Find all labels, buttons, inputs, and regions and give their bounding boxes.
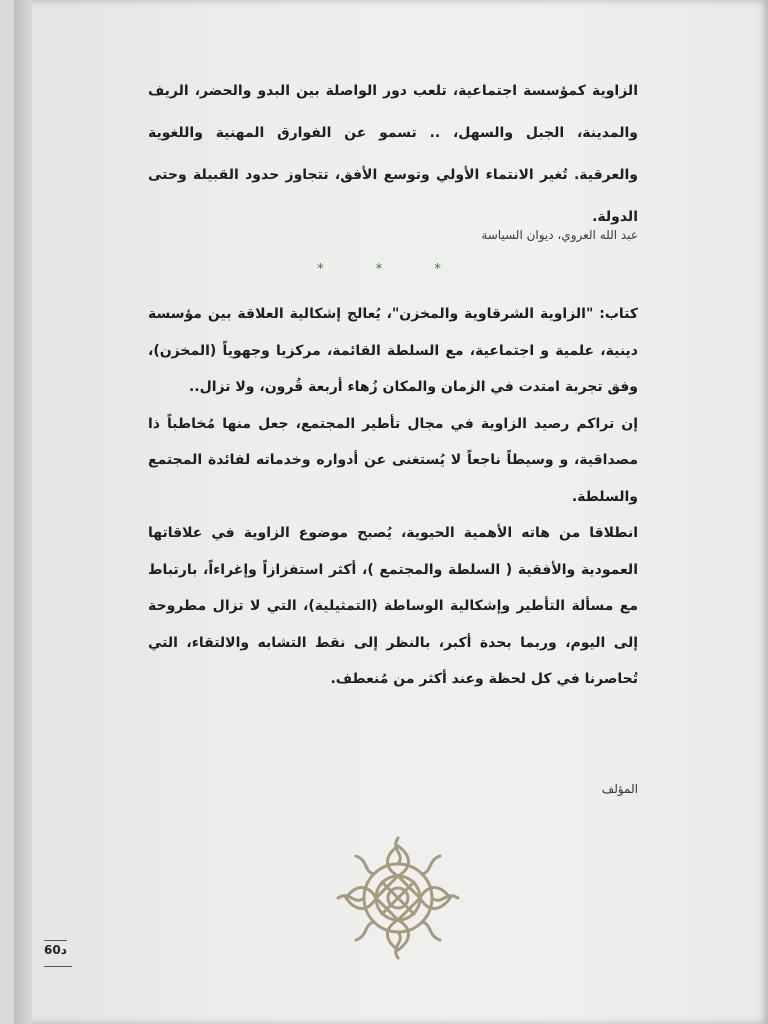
page-number-underline: [44, 966, 72, 967]
body-paragraph-1: كتاب: "الزاوية الشرقاوية والمخزن"، يُعالج إشكالية العلاقة بين مؤسسة دينية، علمية و اجتماعية، مع السلطة القائمة، مركزيا وجهوياً (المخزن)، وفق تجربة امتدت في الزمان والمكان زُهاء أربعة قُرون، ولا تزال..: [148, 306, 638, 395]
book-page: [14, 0, 768, 1024]
page-number: 60د: [44, 940, 67, 957]
body-paragraph-2: إن تراكم رصيد الزاوية في مجال تأطير المجتمع، جعل منها مُخاطباً ذا مصداقية، و وسيطاً ناجعاً لا يُستغنى عن أدواره وخدماته لفائدة المجتمع والسلطة.: [148, 415, 638, 505]
main-body-text: [148, 296, 638, 698]
author-signature-label: المؤلف: [601, 782, 638, 796]
epigraph-attribution: عبد الله العروي، ديوان السياسة: [481, 228, 638, 242]
arabesque-rosette-icon: [332, 832, 464, 964]
epigraph-text: الزاوية كمؤسسة اجتماعية، تلعب دور الواصلة بين البدو والحضر، الريف والمدينة، الجبل والسهل، .. تسمو عن الفوارق المهنية واللغوية والعرقية. تُغير الانتماء الأولي وتوسع الأفق، تتجاوز حدود القبيلة وحتى الدولة.: [148, 83, 638, 225]
epigraph-quote: [148, 70, 638, 238]
body-paragraph-3: انطلاقا من هاته الأهمية الحيوية، يُصبح موضوع الزاوية في علاقاتها العمودية والأفقية ( السلطة والمجتمع )، أكثر استفزازاً وإغراءاً، بارتباط مع مسألة التأطير وإشكالية الوساطة (التمثيلية)، التي لا تزال مطروحة إلى اليوم، وربما بحدة أكبر، بالنظر إلى نقط التشابه والالتقاء، التي تُحاصرنا في كل لحظة وعند أكثر من مُنعطف.: [148, 525, 638, 687]
page-binding-edge: [14, 0, 32, 1024]
section-separator-stars: * * *: [317, 262, 465, 277]
